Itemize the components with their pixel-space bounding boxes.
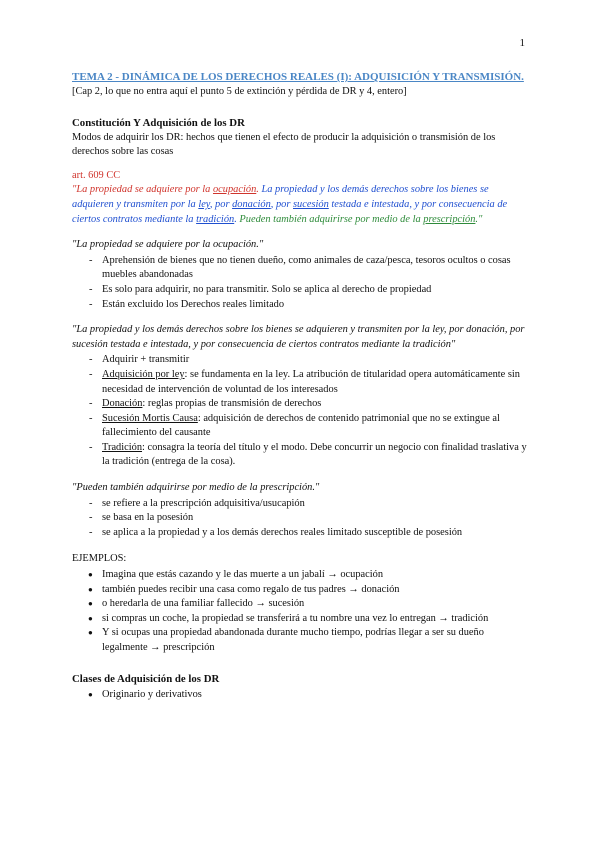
examples-list	[72, 568, 530, 656]
list-item: - Es solo para adquirir, no para transmitir. Solo se aplica al derecho de propiedad	[72, 283, 530, 298]
list-item: ● Imagina que estás cazando y le das muerte a un jabalí → ocupación	[72, 568, 530, 583]
page-title: TEMA 2 - DINÁMICA DE LOS DERECHOS REALES (I): ADQUISICIÓN Y TRANSMISIÓN.	[72, 71, 524, 83]
section-heading-constitucion: Constitución Y Adquisición de los DR	[72, 116, 245, 129]
document-body	[72, 70, 530, 702]
prescripcion-list	[72, 497, 530, 541]
list-item: ● Originario y derivativos	[72, 688, 530, 703]
quote-part: .	[256, 184, 262, 196]
quote-part: Pueden también adquirirse por medio de la	[239, 213, 424, 225]
keyword-sucesion: sucesión	[293, 198, 329, 210]
clases-list	[72, 688, 530, 703]
item-text: : consagra la teoría del título y el modo. Debe concurrir un negocio con finalidad traslativa y la tradición (entrega de la cosa).	[102, 441, 527, 468]
keyword-prescripcion: prescripción	[423, 213, 476, 225]
article-quote	[72, 183, 530, 227]
quote-part: .	[234, 213, 240, 225]
quote-part: testada e intestada, y por consecuencia de ciertos contratos mediante la	[72, 198, 508, 225]
keyword-ley: ley	[198, 198, 210, 210]
intro-paragraph: Modos de adquirir los DR: hechos que tienen el efecto de producir la adquisición o transmisión de los derechos sobre las cosas	[72, 131, 496, 158]
quote-part: , por	[209, 198, 233, 210]
page-number: 1	[519, 37, 525, 49]
examples-heading: EJEMPLOS:	[72, 553, 127, 565]
list-item: - se aplica a la propiedad y a los demás derechos reales limitado susceptible de posesión	[72, 526, 530, 541]
item-label: Sucesión Mortis Causa	[102, 412, 198, 424]
list-item: ● o heredarla de una familiar fallecido → sucesión	[72, 597, 530, 612]
list-item: ● si compras un coche, la propiedad se transferirá a tu nombre una vez lo entregan → tradición	[72, 612, 530, 627]
chapter-note: [Cap 2, lo que no entra aquí el punto 5 de extinción y pérdida de DR y 4, entero]	[72, 86, 407, 97]
quote-part: La propiedad y los demás derechos sobre los bienes se adquieren y transmiten por la	[72, 184, 489, 210]
quote-part: "La propiedad se adquiere por la	[72, 184, 213, 196]
list-item	[72, 441, 530, 470]
list-item: - Adquirir + transmitir	[72, 353, 530, 368]
list-item: ● Y si ocupas una propiedad abandonada durante mucho tiempo, podrías llegar a ser su dueño legalmente → prescripción	[72, 626, 530, 655]
section-heading-clases: Clases de Adquisición de los DR	[72, 672, 220, 685]
transmision-quote: "La propiedad y los demás derechos sobre los bienes se adquieren y transmiten por la ley, por donación, por sucesión testada e intestada, y por consecuencia de ciertos contratos mediante la tradición"	[72, 324, 525, 350]
list-item	[72, 397, 530, 412]
item-text: : se fundamenta en la ley. La atribución de titularidad opera automáticamente sin necesidad de intervención de voluntad de los interesados	[102, 368, 520, 395]
list-item: - Aprehensión de bienes que no tienen dueño, como animales de caza/pesca, tesoros ocultos o cosas muebles abandonadas	[72, 254, 530, 283]
item-label: Tradición	[102, 441, 143, 453]
list-item: ● también puedes recibir una casa como regalo de tus padres → donación	[72, 583, 530, 598]
item-label: Adquisición por ley	[102, 368, 185, 380]
item-text: : adquisición de derechos de contenido patrimonial que no se extingue al fallecimiento del causante	[102, 412, 500, 439]
list-item	[72, 368, 530, 397]
list-item: - se refiere a la prescripción adquisitiva/usucapión	[72, 497, 530, 512]
keyword-ocupacion: ocupación	[212, 184, 257, 196]
keyword-donacion: donación	[232, 198, 271, 210]
article-reference: art. 609 CC	[72, 169, 121, 181]
list-item: - se basa en la posesión	[72, 511, 530, 526]
quote-part: , por	[270, 198, 293, 210]
list-item: - Están excluido los Derechos reales limitado	[72, 298, 530, 313]
keyword-tradicion: tradición	[196, 213, 235, 225]
ocupacion-list	[72, 254, 530, 312]
list-item	[72, 412, 530, 441]
item-text: : reglas propias de transmisión de derechos	[142, 398, 322, 410]
quote-part: ."	[475, 213, 483, 225]
transmision-list	[72, 353, 530, 470]
prescripcion-quote: "Pueden también adquirirse por medio de la prescripción."	[72, 482, 320, 494]
item-label: Donación	[102, 398, 143, 410]
ocupacion-quote: "La propiedad se adquiere por la ocupación."	[72, 239, 264, 251]
